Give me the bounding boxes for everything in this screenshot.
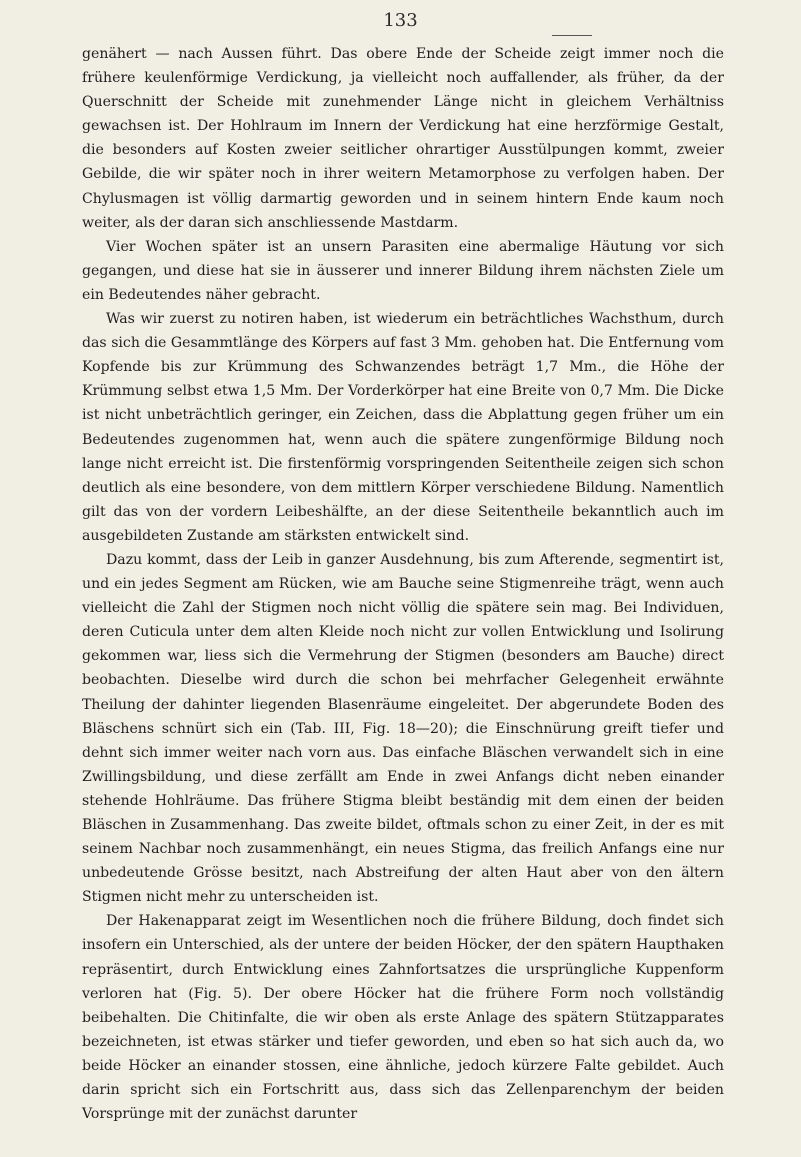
page-number: 133 [383,10,418,31]
paragraph-2: Vier Wochen später ist an unsern Parasiten eine abermalige Häutung vor sich gegangen, und diese hat sie in äusserer und innerer Bildung ihrem nächsten Ziele um ein Bedeutendes näher gebracht. [82,238,724,303]
paragraph-3: Was wir zuerst zu notiren haben, ist wiederum ein beträchtliches Wachsthum, durch das sich die Gesammtlänge des Körpers auf fast 3 Mm. gehoben hat. Die Entfernung vom Kopfende bis zur Krümmung des Schwanzendes beträgt 1,7 Mm., die Höhe der Krümmung selbst etwa 1,5 Mm. Der Vorderkörper hat eine Breite von 0,7 Mm. Die Dicke ist nicht unbeträchtlich geringer, ein Zeichen, dass die Abplattung gegen früher um ein Bedeutendes zugenommen hat, wenn auch die spätere zungenförmige Bildung noch lange nicht erreicht ist. Die firstenförmig vorspringenden Seitentheile zeigen sich schon deutlich als eine besondere, von dem mittlern Körper verschiedene Bildung. Namentlich gilt das von der vordern Leibeshälfte, an der diese Seitentheile bekanntlich auch im ausgebildeten Zustande am stärksten entwickelt sind. [82,311,724,544]
body-text [82,42,724,1126]
paragraph-1: genähert — nach Aussen führt. Das obere Ende der Scheide zeigt immer noch die frühere keulenförmige Verdickung, ja vielleicht noch auffallender, als früher, da der Querschnitt der Scheide mit zunehmender Länge nicht in gleichem Verhältniss gewachsen ist. Der Hohlraum im Innern der Verdickung hat eine herzförmige Gestalt, die besonders auf Kosten zweier seitlicher ohrartiger Ausstülpungen kommt, zweier Gebilde, die wir später noch in ihrer weitern Metamorphose zu verfolgen haben. Der Chylusmagen ist völlig darmartig geworden und in seinem hintern Ende kaum noch weiter, als der daran sich anschliessende Mastdarm. [82,46,724,231]
paragraph-4: Dazu kommt, dass der Leib in ganzer Ausdehnung, bis zum Afterende, segmentirt ist, und ein jedes Segment am Rücken, wie am Bauche seine Stigmenreihe trägt, wenn auch vielleicht die Zahl der Stigmen noch nicht völlig die spätere sein mag. Bei Individuen, deren Cuticula unter dem alten Kleide noch nicht zur vollen Entwicklung und Isolirung gekommen war, liess sich die Vermehrung der Stigmen (besonders am Bauche) direct beobachten. Dieselbe wird durch die schon bei mehrfacher Gelegenheit erwähnte Theilung der dahinter liegenden Blasenräume eingeleitet. Der abgerundete Boden des Bläschens schnürt sich ein (Tab. III, Fig. 18—20); die Einschnürung greift tiefer und dehnt sich immer weiter nach vorn aus. Das einfache Bläschen verwandelt sich in eine Zwillingsbildung, und diese zerfällt am Ende in zwei Anfangs dicht neben einander stehende Hohlräume. Das frühere Stigma bleibt beständig mit dem einen der beiden Bläschen in Zusammenhang. Das zweite bildet, oftmals schon zu einer Zeit, in der es mit seinem Nachbar noch zusammenhängt, ein neues Stigma, das freilich Anfangs eine nur unbedeutende Grösse besitzt, nach Abstreifung der alten Haut aber von den ältern Stigmen nicht mehr zu unterscheiden ist. [82,551,724,906]
paragraph-5: Der Hakenapparat zeigt im Wesentlichen noch die frühere Bildung, doch findet sich insofern ein Unterschied, als der untere der beiden Höcker, der den spätern Haupthaken repräsentirt, durch Entwicklung eines Zahnfortsatzes die ursprüngliche Kuppenform verloren hat (Fig. 5). Der obere Höcker hat die frühere Form noch vollständig beibehalten. Die Chitinfalte, die wir oben als erste Anlage des spätern Stützapparates bezeichneten, ist etwas stärker und tiefer geworden, und eben so hat sich auch da, wo beide Höcker an einander stossen, eine ähnliche, jedoch kürzere Falte gebildet. Auch darin spricht sich ein Fortschritt aus, dass sich das Zellenparenchym der beiden Vorsprünge mit der zunächst darunter [82,913,724,1123]
page-number-underline [552,35,592,36]
